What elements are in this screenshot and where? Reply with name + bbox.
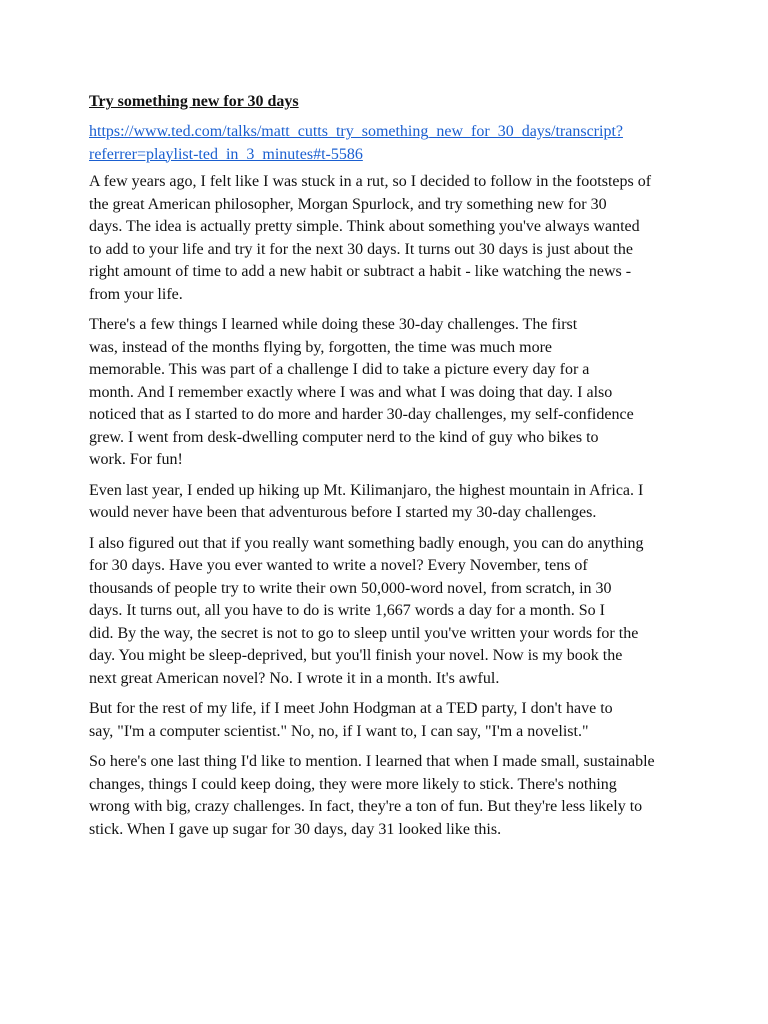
text-line: would never have been that adventurous before I started my 30-day challenges. <box>89 504 597 521</box>
text-line: So here's one last thing I'd like to mention. I learned that when I made small, sustainable <box>89 753 655 770</box>
document-title: Try something new for 30 days <box>89 93 299 110</box>
text-line: days. The idea is actually pretty simple. Think about something you've always wanted <box>89 218 640 235</box>
paragraph-1 <box>89 171 691 306</box>
text-line: wrong with big, crazy challenges. In fact, they're a ton of fun. But they're less likely to <box>89 798 643 815</box>
text-line: for 30 days. Have you ever wanted to write a novel? Every November, tens of <box>89 557 588 574</box>
text-line: noticed that as I started to do more and harder 30-day challenges, my self-confidence <box>89 406 634 423</box>
text-line: did. By the way, the secret is not to go to sleep until you've written your words for the <box>89 624 639 642</box>
paragraph-5 <box>89 698 691 743</box>
text-line: memorable. This was part of a challenge I did to take a picture every day for a <box>89 361 590 378</box>
transcript-link[interactable] <box>89 121 691 166</box>
text-line: changes, things I could keep doing, they were more likely to stick. There's nothing <box>89 775 617 793</box>
text-line: Even last year, I ended up hiking up Mt. Kilimanjaro, the highest mountain in Africa. I <box>89 481 644 499</box>
text-line: There's a few things I learned while doing these 30-day challenges. The first <box>89 316 578 333</box>
text-line: right amount of time to add a new habit or subtract a habit - like watching the news - <box>89 263 632 280</box>
text-line: to add to your life and try it for the next 30 days. It turns out 30 days is just about the <box>89 240 633 258</box>
text-line: stick. When I gave up sugar for 30 days, day 31 looked like this. <box>89 820 502 838</box>
text-line: thousands of people try to write their own 50,000-word novel, from scratch, in 30 <box>89 579 612 597</box>
text-line: say, "I'm a computer scientist." No, no, if I want to, I can say, "I'm a novelist." <box>89 722 589 740</box>
text-line: was, instead of the months flying by, forgotten, the time was much more <box>89 338 553 356</box>
paragraph-3 <box>89 480 691 525</box>
text-line: grew. I went from desk-dwelling computer nerd to the kind of guy who bikes to <box>89 428 599 446</box>
paragraph-4 <box>89 533 691 691</box>
paragraph-6 <box>89 751 691 841</box>
text-line: the great American philosopher, Morgan Spurlock, and try something new for 30 <box>89 195 607 213</box>
text-line: next great American novel? No. I wrote it in a month. It's awful. <box>89 669 500 687</box>
text-line: month. And I remember exactly where I was and what I was doing that day. I also <box>89 383 613 401</box>
text-line: work. For fun! <box>89 451 183 468</box>
document-page <box>89 91 691 849</box>
text-line: from your life. <box>89 285 183 303</box>
text-line: But for the rest of my life, if I meet John Hodgman at a TED party, I don't have to <box>89 700 613 717</box>
link-line: https://www.ted.com/talks/matt_cutts_try_something_new_for_30_days/transcript? <box>89 123 623 140</box>
text-line: A few years ago, I felt like I was stuck in a rut, so I decided to follow in the footsteps of <box>89 173 652 190</box>
text-line: I also figured out that if you really want something badly enough, you can do anything <box>89 534 644 552</box>
text-line: day. You might be sleep-deprived, but you'll finish your novel. Now is my book the <box>89 647 623 664</box>
paragraph-2 <box>89 314 691 472</box>
link-line: referrer=playlist-ted_in_3_minutes#t-5586 <box>89 145 363 163</box>
text-line: days. It turns out, all you have to do is write 1,667 words a day for a month. So I <box>89 602 605 619</box>
